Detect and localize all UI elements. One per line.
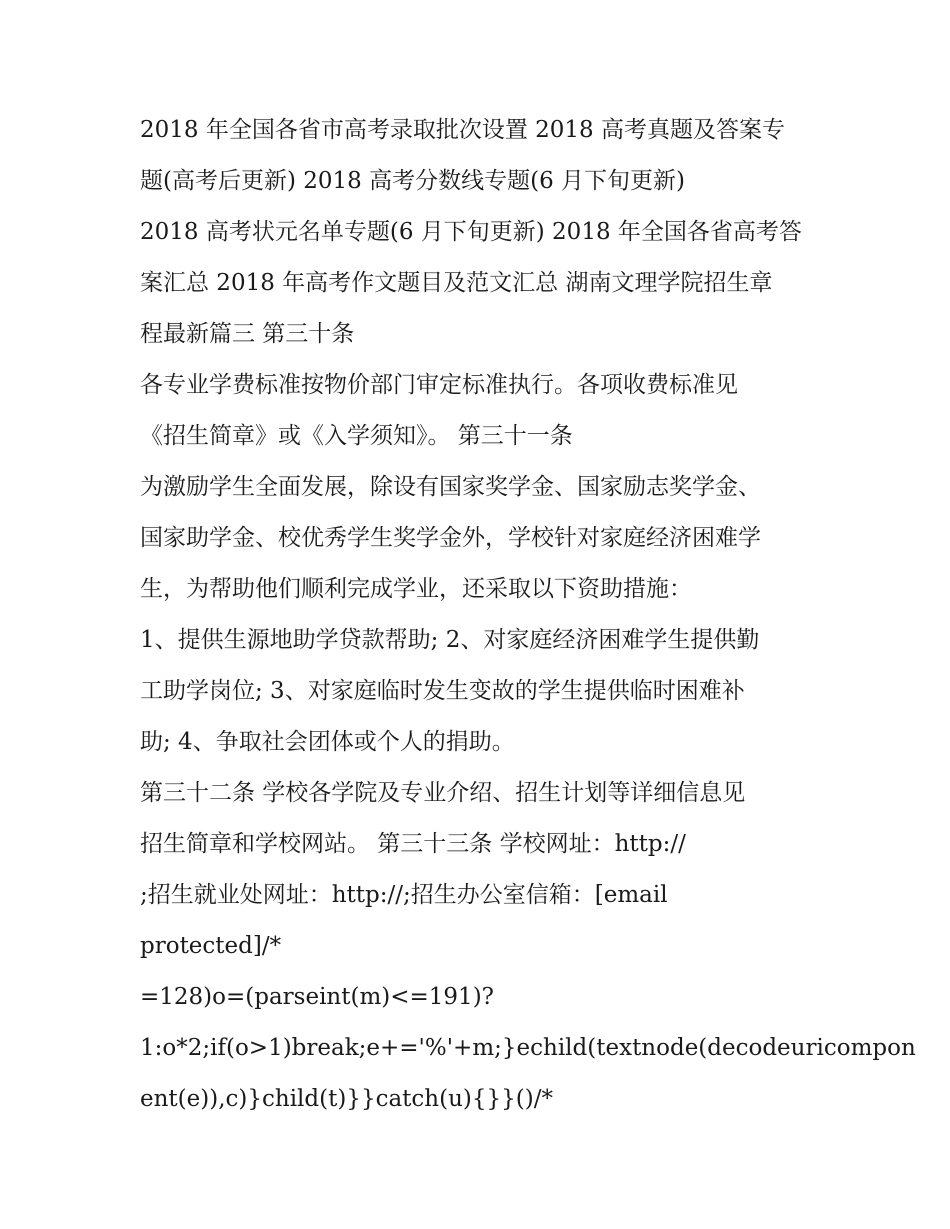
text-line: 各专业学费标准按物价部门审定标准执行。各项收费标准见 (140, 372, 738, 398)
text-line: 国家助学金、校优秀学生奖学金外，学校针对家庭经济困难学 (140, 525, 761, 551)
body-text (140, 110, 916, 1130)
text-line: 2018 高考状元名单专题(6 月下旬更新) 2018 年全国各省高考答 (140, 219, 802, 245)
text-line: 程最新篇三 第三十条 (140, 321, 355, 347)
text-line: 题(高考后更新) 2018 高考分数线专题(6 月下旬更新) (140, 168, 685, 194)
text-line: ent(e)),c)}child(t)}}catch(u){}}()/* (140, 1086, 553, 1112)
text-line: 助; 4、争取社会团体或个人的捐助。 (140, 729, 515, 755)
text-line: 第三十二条 学校各学院及专业介绍、招生计划等详细信息见 (140, 780, 746, 806)
text-line: ;招生就业处网址：http://;招生办公室信箱：[email (140, 882, 668, 908)
text-line: 1:o*2;if(o>1)break;e+='%'+m;}echild(textnode(decodeuricompon (140, 1035, 916, 1061)
text-line: protected]/* (140, 933, 282, 959)
text-line: =128)o=(parseint(m)<=191)? (140, 984, 494, 1010)
text-line: 生，为帮助他们顺利完成学业，还采取以下资助措施： (140, 576, 692, 602)
text-line: 招生简章和学校网站。 第三十三条 学校网址：http:// (140, 831, 686, 857)
text-line: 工助学岗位; 3、对家庭临时发生变故的学生提供临时困难补 (140, 678, 745, 704)
text-line: 2018 年全国各省市高考录取批次设置 2018 高考真题及答案专 (140, 117, 785, 143)
text-line: 案汇总 2018 年高考作文题目及范文汇总 湖南文理学院招生章 (140, 270, 773, 296)
text-line: 《招生简章》或《入学须知》。 第三十一条 (140, 423, 573, 449)
text-line: 为激励学生全面发展，除设有国家奖学金、国家励志奖学金、 (140, 474, 761, 500)
text-line: 1、提供生源地助学贷款帮助; 2、对家庭经济困难学生提供勤 (140, 627, 760, 653)
